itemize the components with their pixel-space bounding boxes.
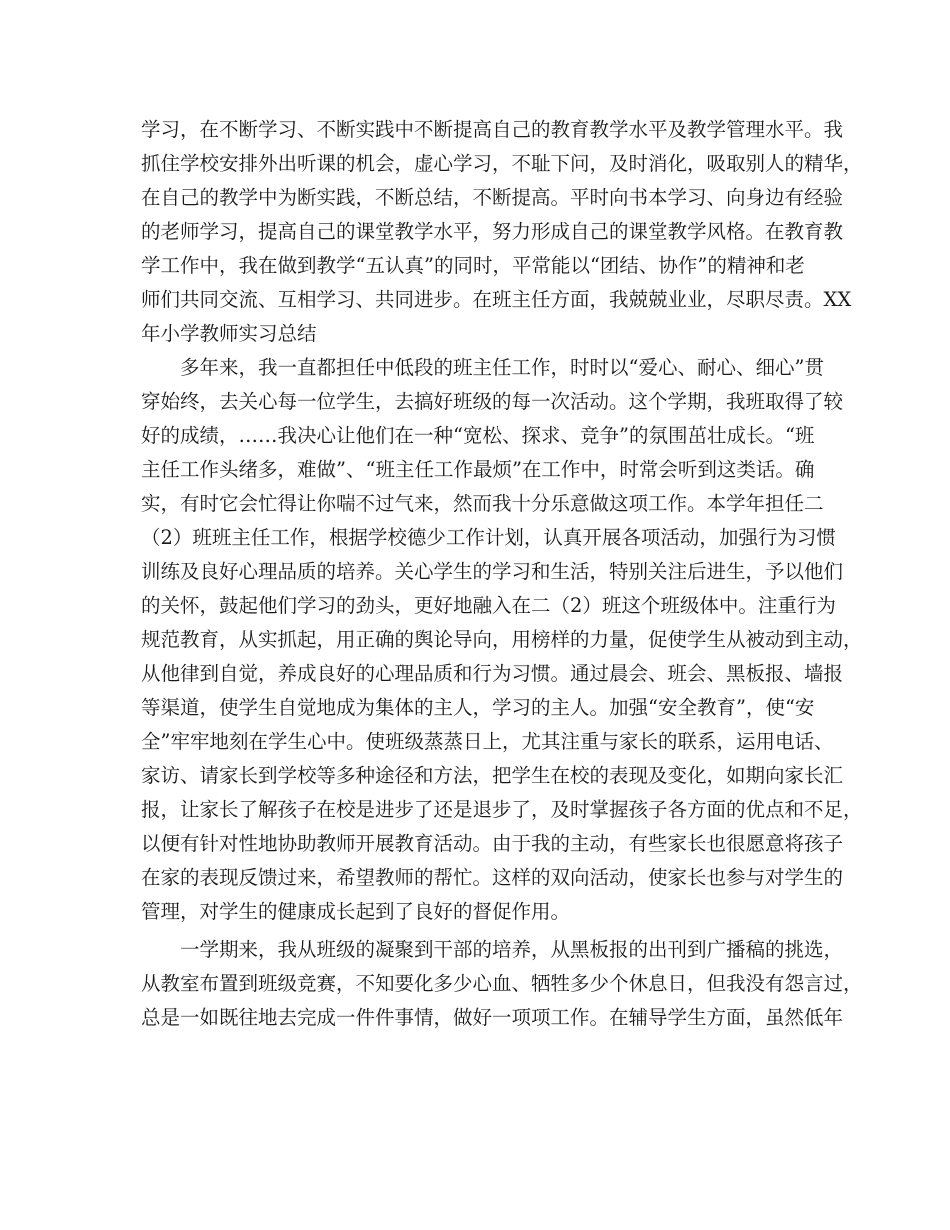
text-line: 年小学教师实习总结 — [141, 322, 317, 345]
text-line: 的老师学习，提高自己的课堂教学水平，努力形成自己的课堂教学风格。在教育教 — [141, 220, 844, 243]
text-line: 从教室布置到班级竞赛，不知要化多少心血、牺牲多少个休息日，但我没有怨言过， — [141, 972, 863, 995]
text-line: 从他律到自觉，养成良好的心理品质和行为习惯。通过晨会、班会、黑板报、墙报 — [141, 662, 844, 685]
text-line: （2）班班主任工作，根据学校德少工作计划，认真开展各项活动，加强行为习惯 — [141, 526, 836, 549]
text-line: 好的成绩，……我决心让他们在一种“宽松、探求、竞争”的氛围茁壮成长。“班 — [141, 424, 815, 447]
text-line: 实，有时它会忙得让你喘不过气来，然而我十分乐意做这项工作。本学年担任二 — [141, 492, 824, 515]
text-line: 在家的表现反馈过来，希望教师的帮忙。这样的双向活动，使家长也参与对学生的 — [141, 866, 844, 889]
text-line: 报，让家长了解孩子在校是进步了还是退步了，及时掌握孩子各方面的优点和不足， — [141, 798, 863, 821]
text-line: 的关怀，鼓起他们学习的劲头，更好地融入在二（2）班这个班级体中。注重行为 — [141, 594, 836, 617]
text-line: 训练及良好心理品质的培养。关心学生的学习和生活，特别关注后进生，予以他们 — [141, 560, 844, 583]
paragraph-first-line: 多年来，我一直都担任中低段的班主任工作，时时以“爱心、耐心、细心”贯 — [180, 356, 824, 379]
text-line: 抓住学校安排外出听课的机会，虚心学习，不耻下问，及时消化，吸取别人的精华， — [141, 152, 863, 175]
text-line: 等渠道，使学生自觉地成为集体的主人，学习的主人。加强“安全教育”，使“安 — [141, 696, 815, 719]
text-line: 规范教育，从实抓起，用正确的舆论导向，用榜样的力量，促使学生从被动到主动， — [141, 628, 863, 651]
text-line: 家访、请家长到学校等多种途径和方法，把学生在校的表现及变化，如期向家长汇 — [141, 764, 844, 787]
text-line: 学习，在不断学习、不断实践中不断提高自己的教育教学水平及教学管理水平。我 — [141, 118, 844, 141]
text-line: 师们共同交流、互相学习、共同进步。在班主任方面，我兢兢业业，尽职尽责。XX — [141, 288, 852, 311]
paragraph-first-line: 一学期来，我从班级的凝聚到干部的培养，从黑板报的出刊到广播稿的挑选， — [180, 938, 844, 961]
text-line: 学工作中，我在做到教学“五认真”的同时，平常能以“团结、协作”的精神和老 — [141, 254, 805, 277]
text-line: 以便有针对性地协助教师开展教育活动。由于我的主动，有些家长也很愿意将孩子 — [141, 832, 844, 855]
text-line: 主任工作头绪多，难做”、“班主任工作最烦”在工作中，时常会听到这类话。确 — [141, 458, 815, 481]
text-line: 管理，对学生的健康成长起到了良好的督促作用。 — [141, 900, 571, 923]
text-line: 在自己的教学中为断实践，不断总结，不断提高。平时向书本学习、向身边有经验 — [141, 186, 844, 209]
text-line: 总是一如既往地去完成一件件事情，做好一项项工作。在辅导学生方面，虽然低年 — [141, 1006, 844, 1029]
text-line: 穿始终，去关心每一位学生，去搞好班级的每一次活动。这个学期，我班取得了较 — [141, 390, 844, 413]
text-line: 全”牢牢地刻在学生心中。使班级蒸蒸日上，尤其注重与家长的联系，运用电话、 — [141, 730, 834, 753]
